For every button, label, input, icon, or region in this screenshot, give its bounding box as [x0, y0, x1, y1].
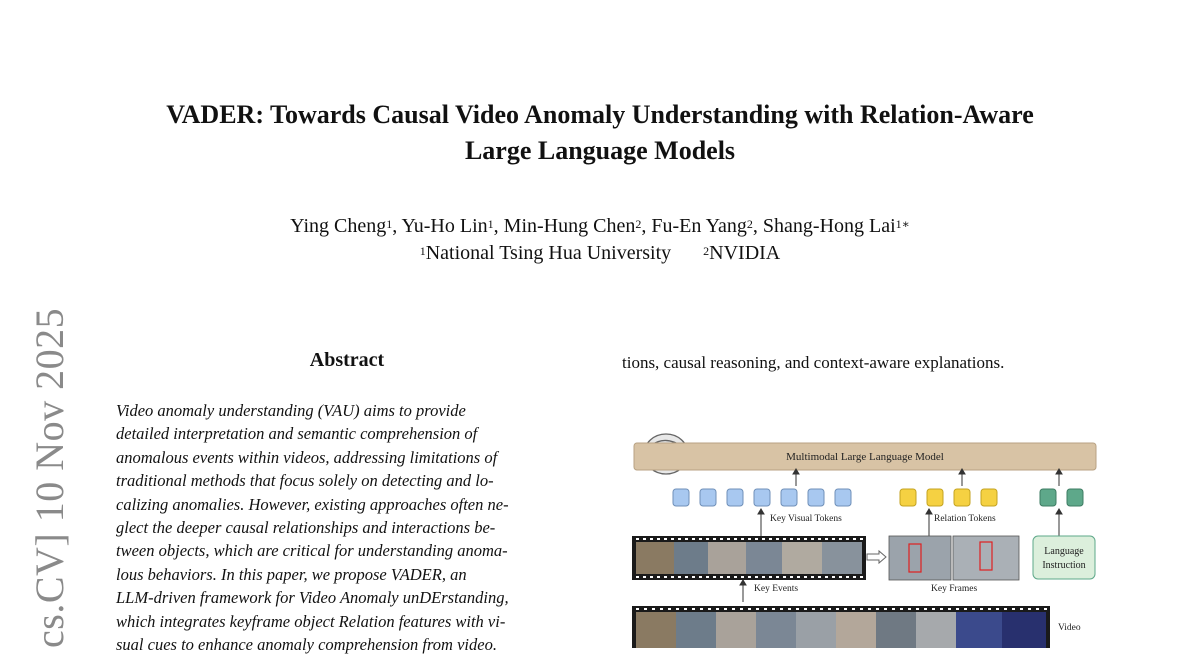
affiliation: $^2$NVIDIA [703, 242, 781, 264]
key-events-label: Key Events [754, 584, 799, 594]
abstract-line: anomalous events within videos, addressing limitations of [116, 447, 498, 467]
video-filmstrip [632, 606, 1050, 648]
abstract-heading: Abstract [309, 349, 385, 371]
key-frames-label: Key Frames [931, 584, 978, 594]
paper-title [100, 97, 1100, 169]
abstract-line: calizing anomalies. However, existing approaches often ne- [116, 494, 509, 514]
abstract-line: Video anomaly understanding (VAU) aims to provide [116, 401, 466, 420]
abstract-line: detailed interpretation and semantic comprehension of [116, 424, 478, 444]
video-label: Video [1058, 623, 1081, 633]
language-instruction-line1: Language [1044, 546, 1084, 557]
abstract-line: sual cues to enhance anomaly comprehension from video. [116, 635, 497, 655]
relation-tokens-label: Relation Tokens [934, 514, 996, 524]
author: Shang-Hong Lai$^{1∗}$ [762, 215, 910, 237]
abstract-line: traditional methods that focus solely on detecting and lo- [116, 471, 494, 491]
right-column-text: tions, causal reasoning, and context-aware explanations. [622, 353, 1005, 372]
key-frames [889, 536, 1019, 580]
language-instruction-line2: Instruction [1042, 560, 1086, 571]
abstract-line: glect the deeper causal relationships and interactions be- [116, 518, 496, 538]
abstract-body [116, 399, 578, 656]
instruction-tokens [1040, 489, 1083, 506]
abstract-line: LLM-driven framework for Video Anomaly unDErstanding, [116, 588, 509, 608]
title-line-2: Large Language Models [464, 136, 736, 165]
method-figure [628, 426, 1108, 648]
author: Ying Cheng$^1$, [290, 215, 402, 237]
key-visual-tokens [673, 489, 851, 506]
arxiv-stamp: cs.CV] 10 Nov 2025 [27, 307, 72, 648]
language-instruction-box [1033, 536, 1095, 579]
relation-tokens [900, 489, 997, 506]
key-events-filmstrip [632, 536, 866, 580]
author: Yu-Ho Lin$^1$, [401, 215, 504, 237]
transfer-arrow [867, 551, 886, 563]
author: Min-Hung Chen$^2$, [503, 215, 652, 237]
author-block [100, 213, 1100, 267]
abstract-line: lous behaviors. In this paper, we propose VADER, an [116, 564, 467, 584]
author-list [100, 213, 1100, 240]
llm-label: Multimodal Large Language Model [786, 451, 944, 463]
author: Fu-En Yang$^2$, [651, 215, 763, 237]
abstract-line: tween objects, which are critical for understanding anoma- [116, 541, 508, 561]
title-line-1: VADER: Towards Causal Video Anomaly Understanding with Relation-Aware [166, 100, 1034, 129]
abstract-line: which integrates keyframe object Relation features with vi- [116, 611, 506, 631]
affiliation-list [100, 240, 1100, 267]
affiliation: $^1$National Tsing Hua University [419, 242, 672, 264]
key-visual-tokens-label: Key Visual Tokens [770, 514, 842, 524]
